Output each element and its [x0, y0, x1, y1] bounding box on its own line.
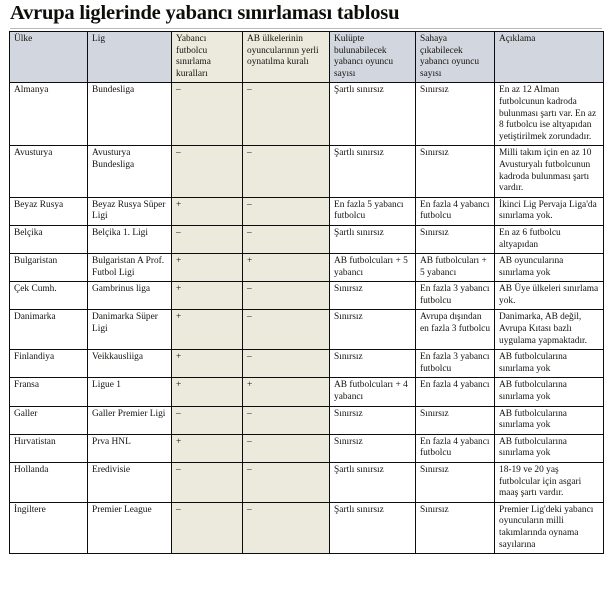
cell-ulke: Galler — [10, 406, 88, 434]
cell-lig: Veikkausliiga — [88, 350, 172, 378]
cell-sahaya: Sınırsız — [416, 83, 495, 146]
cell-sahaya: Sınırsız — [416, 225, 495, 253]
cell-yabanci: – — [172, 502, 243, 553]
cell-aciklama: AB oyuncularına sınırlama yok — [495, 254, 604, 282]
cell-kulupte: Şartlı sınırsız — [330, 146, 416, 197]
table-row — [10, 225, 604, 253]
cell-ulke: Çek Cumh. — [10, 282, 88, 310]
cell-kulupte: Sınırsız — [330, 310, 416, 350]
cell-sahaya: En fazla 4 yabancı futbolcu — [416, 434, 495, 462]
cell-ab_yerli: + — [243, 378, 330, 406]
cell-yabanci: – — [172, 83, 243, 146]
cell-lig: Belçika 1. Ligi — [88, 225, 172, 253]
cell-sahaya: En fazla 4 yabancı — [416, 378, 495, 406]
cell-aciklama: AB futbolcularına sınırlama yok — [495, 350, 604, 378]
cell-lig: Prva HNL — [88, 434, 172, 462]
cell-kulupte: Şartlı sınırsız — [330, 463, 416, 503]
cell-ab_yerli: – — [243, 225, 330, 253]
cell-yabanci: – — [172, 146, 243, 197]
cell-ulke: Hırvatistan — [10, 434, 88, 462]
cell-kulupte: En fazla 5 yabancı futbolcu — [330, 197, 416, 225]
cell-yabanci: – — [172, 225, 243, 253]
cell-kulupte: Şartlı sınırsız — [330, 225, 416, 253]
cell-ab_yerli: – — [243, 146, 330, 197]
cell-ab_yerli: – — [243, 406, 330, 434]
cell-sahaya: Sınırsız — [416, 502, 495, 553]
table-row — [10, 406, 604, 434]
cell-aciklama: AB futbolcularına sınırlama yok — [495, 378, 604, 406]
cell-kulupte: AB futbolcuları + 5 yabancı — [330, 254, 416, 282]
cell-lig: Beyaz Rusya Süper Ligi — [88, 197, 172, 225]
cell-ab_yerli: + — [243, 254, 330, 282]
table-row — [10, 83, 604, 146]
cell-sahaya: Sınırsız — [416, 406, 495, 434]
cell-kulupte: AB futbolcuları + 4 yabancı — [330, 378, 416, 406]
cell-sahaya: En fazla 3 yabancı futbolcu — [416, 350, 495, 378]
column-header-yabanci: Yabancı futbolcu sınırlama kuralları — [172, 32, 243, 83]
cell-aciklama: 18-19 ve 20 yaş futbolcular için asgari maaş şartı vardır. — [495, 463, 604, 503]
cell-yabanci: – — [172, 406, 243, 434]
cell-sahaya: En fazla 3 yabancı futbolcu — [416, 282, 495, 310]
column-header-ab_yerli: AB ülkelerinin oyuncularının yerli oynatılma kuralı — [243, 32, 330, 83]
cell-sahaya: En fazla 4 yabancı futbolcu — [416, 197, 495, 225]
cell-aciklama: Danimarka, AB değil, Avrupa Kıtası bazlı uygulama yapmaktadır. — [495, 310, 604, 350]
cell-kulupte: Sınırsız — [330, 350, 416, 378]
table-row — [10, 378, 604, 406]
cell-yabanci: + — [172, 434, 243, 462]
page-title: Avrupa liglerinde yabancı sınırlaması tablosu — [10, 2, 400, 24]
cell-ulke: Hollanda — [10, 463, 88, 503]
table-header — [10, 32, 604, 83]
cell-yabanci: + — [172, 282, 243, 310]
table-row — [10, 434, 604, 462]
cell-yabanci: + — [172, 197, 243, 225]
cell-ulke: Beyaz Rusya — [10, 197, 88, 225]
title-divider — [10, 28, 602, 29]
cell-ulke: İngiltere — [10, 502, 88, 553]
cell-lig: Avusturya Bundesliga — [88, 146, 172, 197]
cell-kulupte: Sınırsız — [330, 434, 416, 462]
cell-ab_yerli: – — [243, 502, 330, 553]
cell-ab_yerli: – — [243, 83, 330, 146]
cell-lig: Gambrinus liga — [88, 282, 172, 310]
table-body — [10, 83, 604, 554]
cell-ulke: Finlandiya — [10, 350, 88, 378]
cell-ulke: Bulgaristan — [10, 254, 88, 282]
table-row — [10, 502, 604, 553]
cell-sahaya: Avrupa dışından en fazla 3 futbolcu — [416, 310, 495, 350]
cell-kulupte: Şartlı sınırsız — [330, 83, 416, 146]
cell-sahaya: Sınırsız — [416, 146, 495, 197]
cell-lig: Galler Premier Ligi — [88, 406, 172, 434]
column-header-aciklama: Açıklama — [495, 32, 604, 83]
cell-ulke: Danimarka — [10, 310, 88, 350]
cell-kulupte: Şartlı sınırsız — [330, 502, 416, 553]
table-row — [10, 254, 604, 282]
cell-ulke: Fransa — [10, 378, 88, 406]
cell-aciklama: Milli takım için en az 10 Avusturyalı futbolcunun kadroda bulunması şartı vardır. — [495, 146, 604, 197]
table-row — [10, 463, 604, 503]
cell-aciklama: AB futbolcularına sınırlama yok — [495, 406, 604, 434]
table-row — [10, 310, 604, 350]
bottom-cutoff-strip — [0, 602, 610, 606]
cell-lig: Bundesliga — [88, 83, 172, 146]
cell-kulupte: Sınırsız — [330, 282, 416, 310]
cell-yabanci: + — [172, 378, 243, 406]
cell-ab_yerli: – — [243, 282, 330, 310]
cell-aciklama: AB Üye ülkeleri sınırlama yok. — [495, 282, 604, 310]
table-row — [10, 350, 604, 378]
column-header-sahaya: Sahaya çıkabilecek yabancı oyuncu sayısı — [416, 32, 495, 83]
cell-aciklama: İkinci Lig Pervaja Liga'da sınırlama yok. — [495, 197, 604, 225]
cell-lig: Eredivisie — [88, 463, 172, 503]
cell-aciklama: En az 12 Alman futbolcunun kadroda bulunması şartı var. En az 8 futbolcu ise altyapıdan yetiştirilmek zorundadır. — [495, 83, 604, 146]
cell-ab_yerli: – — [243, 350, 330, 378]
table-header-row — [10, 32, 604, 83]
cell-yabanci: + — [172, 310, 243, 350]
cell-aciklama: En az 6 futbolcu altyapıdan — [495, 225, 604, 253]
cell-lig: Bulgaristan A Prof. Futbol Ligi — [88, 254, 172, 282]
cell-ab_yerli: – — [243, 197, 330, 225]
cell-lig: Premier League — [88, 502, 172, 553]
table-row — [10, 146, 604, 197]
table-row — [10, 197, 604, 225]
column-header-kulupte: Kulüpte bulunabilecek yabancı oyuncu sayısı — [330, 32, 416, 83]
cell-lig: Ligue 1 — [88, 378, 172, 406]
cell-sahaya: Sınırsız — [416, 463, 495, 503]
column-header-ulke: Ülke — [10, 32, 88, 83]
cell-ab_yerli: – — [243, 434, 330, 462]
cell-lig: Danimarka Süper Ligi — [88, 310, 172, 350]
cell-sahaya: AB futbolcuları + 5 yabancı — [416, 254, 495, 282]
cell-yabanci: – — [172, 463, 243, 503]
cell-yabanci: + — [172, 254, 243, 282]
cell-aciklama: AB futbolcularına sınırlama yok — [495, 434, 604, 462]
cell-ab_yerli: – — [243, 310, 330, 350]
cell-ulke: Belçika — [10, 225, 88, 253]
cell-ulke: Avusturya — [10, 146, 88, 197]
cell-ab_yerli: – — [243, 463, 330, 503]
cell-yabanci: + — [172, 350, 243, 378]
cell-aciklama: Premier Lig'deki yabancı oyuncuların milli takımlarında oynama sayılarına — [495, 502, 604, 553]
column-header-lig: Lig — [88, 32, 172, 83]
foreign-player-limits-table — [9, 31, 604, 554]
cell-ulke: Almanya — [10, 83, 88, 146]
table-row — [10, 282, 604, 310]
cell-kulupte: Sınırsız — [330, 406, 416, 434]
